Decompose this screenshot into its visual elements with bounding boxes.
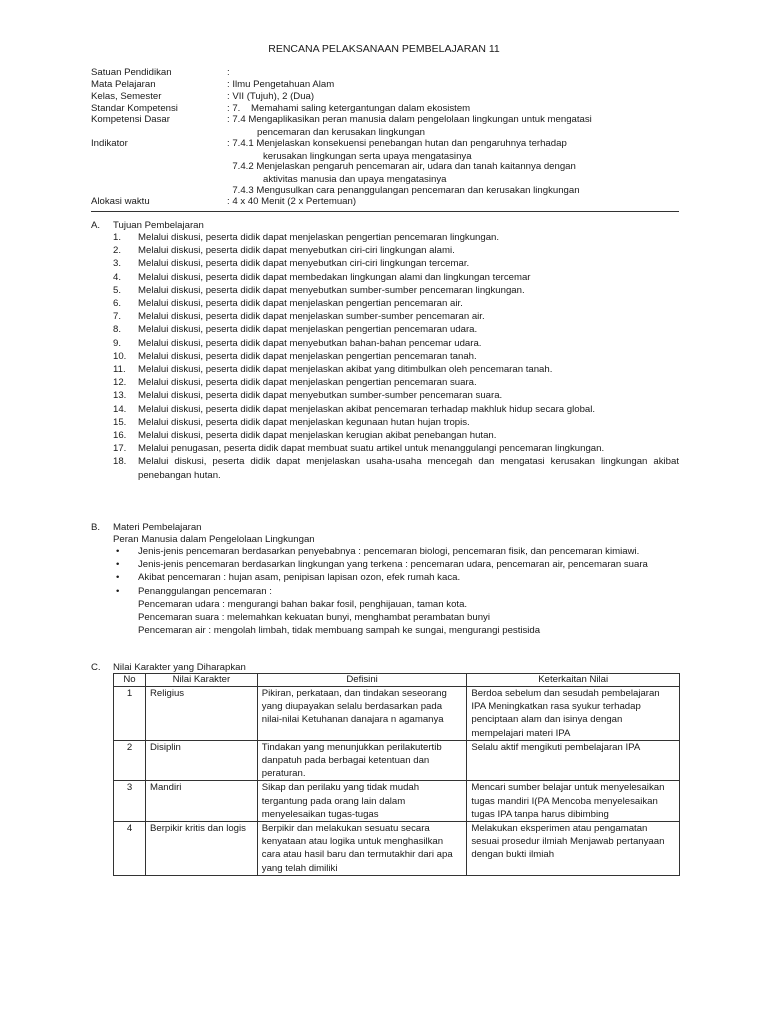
objective-text: Melalui diskusi, peserta didik dapat menyebutkan sumber-sumber pencemaran suara. bbox=[138, 390, 503, 402]
cell-keterkaitan: Selalu aktif mengikuti pembelajaran IPA bbox=[467, 740, 680, 781]
cell-keterkaitan: Berdoa sebelum dan sesudah pembelajaran IPA Meningkatkan rasa syukur terhadap penciptaan alam dan isinya dengan mempelajari materi IPA bbox=[467, 687, 680, 741]
objective-item bbox=[91, 403, 679, 416]
objective-text: Melalui diskusi, peserta didik dapat menjelaskan pengertian pencemaran udara. bbox=[138, 324, 478, 336]
material-subline: Pencemaran air : mengolah limbah, tidak membuang sampah ke sungai, mengurangi pestisida bbox=[138, 625, 541, 637]
objective-item bbox=[91, 350, 679, 363]
material-bullet-item bbox=[91, 545, 679, 558]
info-value bbox=[227, 113, 682, 139]
material-bullet-text: Akibat pencemaran : hujan asam, penipisan lapisan ozon, efek rumah kaca. bbox=[138, 572, 461, 584]
info-label: Kelas, Semester bbox=[91, 91, 162, 102]
objective-text: Melalui diskusi, peserta didik dapat menyebutkan ciri-ciri lingkungan tercemar. bbox=[138, 258, 470, 270]
section-letter: B. bbox=[91, 522, 101, 533]
objective-item bbox=[91, 455, 679, 481]
info-label: Standar Kompetensi bbox=[91, 103, 178, 114]
objective-text: Melalui diskusi, peserta didik dapat menjelaskan pengertian pencemaran air. bbox=[138, 298, 463, 310]
section-letter: A. bbox=[91, 220, 101, 231]
material-bullet-item bbox=[91, 585, 679, 598]
objective-item bbox=[91, 310, 679, 323]
info-value-line: : 7.4 Mengaplikasikan peran manusia dalam pengelolaan lingkungan untuk mengatasi bbox=[227, 114, 592, 125]
info-label: Kompetensi Dasar bbox=[91, 114, 170, 125]
material-subline: Pencemaran udara : mengurangi bahan bakar fosil, penghijauan, taman kota. bbox=[138, 598, 468, 610]
objective-item bbox=[91, 337, 679, 350]
info-value: : 7. Memahami saling ketergantungan dalam ekosistem bbox=[227, 103, 471, 114]
objective-text: Melalui diskusi, peserta didik dapat membedakan lingkungan alami dan lingkungan tercemar bbox=[138, 271, 531, 283]
objective-item bbox=[91, 442, 679, 455]
cell-definisi: Sikap dan perilaku yang tidak mudah tergantung pada orang lain dalam menyelesaikan tugas-tugas bbox=[257, 781, 467, 822]
objective-number: 9. bbox=[113, 337, 122, 349]
objective-number: 4. bbox=[113, 271, 122, 283]
info-label: Mata Pelajaran bbox=[91, 79, 156, 90]
material-list bbox=[91, 545, 679, 637]
info-value-line: 7.4.2 Menjelaskan pengaruh pencemaran air, udara dan tanah kaitannya dengan bbox=[227, 161, 576, 172]
info-value-continuation: aktivitas manusia dan upaya mengatasinya bbox=[263, 174, 447, 186]
objective-item bbox=[91, 244, 679, 257]
table-row bbox=[114, 781, 680, 822]
bullet-icon: • bbox=[116, 546, 120, 557]
objective-text: Melalui diskusi, peserta didik dapat menjelaskan sumber-sumber pencemaran air. bbox=[138, 311, 485, 323]
cell-nilai-karakter: Mandiri bbox=[145, 781, 257, 822]
info-label: Satuan Pendidikan bbox=[91, 67, 172, 78]
objective-item bbox=[91, 297, 679, 310]
objective-number: 16. bbox=[113, 430, 127, 442]
objective-text: Melalui diskusi, peserta didik dapat menyebutkan sumber-sumber pencemaran lingkungan. bbox=[138, 284, 525, 296]
objective-text: Melalui diskusi, peserta didik dapat menjelaskan usaha-usaha mencegah dan mengatasi kerusakan lingkungan akibat penebangan hutan. bbox=[138, 456, 679, 481]
bullet-icon: • bbox=[116, 559, 120, 571]
document-title: RENCANA PELAKSANAAN PEMBELAJARAN 11 bbox=[268, 43, 500, 55]
cell-nilai-karakter: Religius bbox=[145, 687, 257, 741]
objective-text: Melalui diskusi, peserta didik dapat menjelaskan pengertian pencemaran tanah. bbox=[138, 350, 477, 362]
header-nilai-karakter: Nilai Karakter bbox=[145, 674, 257, 687]
objective-text: Melalui diskusi, peserta didik dapat menjelaskan akibat pencemaran terhadap makhluk hidup secara global. bbox=[138, 403, 596, 415]
material-bullet-item bbox=[91, 558, 679, 571]
objective-text: Melalui diskusi, peserta didik dapat menjelaskan pengertian pencemaran suara. bbox=[138, 377, 477, 389]
objectives-list bbox=[91, 231, 679, 482]
objective-number: 10. bbox=[113, 350, 127, 362]
objective-item bbox=[91, 389, 679, 402]
info-label: Alokasi waktu bbox=[91, 196, 150, 207]
table-row bbox=[114, 687, 680, 741]
table-row bbox=[114, 740, 680, 781]
material-bullet-text: Jenis-jenis pencemaran berdasarkan lingkungan yang terkena : pencemaran udara, pencemaran air, pencemaran suara bbox=[138, 559, 648, 571]
objective-text: Melalui penugasan, peserta didik dapat membuat suatu artikel untuk menanggulangi pencemaran lingkungan. bbox=[138, 443, 605, 455]
cell-no: 2 bbox=[114, 740, 146, 781]
objective-item bbox=[91, 231, 679, 244]
info-value: 7.4.3 Mengusulkan cara penanggulangan pencemaran dan kerusakan lingkungan bbox=[227, 185, 580, 196]
objective-item bbox=[91, 429, 679, 442]
info-value: : 4 x 40 Menit (2 x Pertemuan) bbox=[227, 196, 357, 207]
objective-number: 3. bbox=[113, 258, 122, 270]
info-value: : Ilmu Pengetahuan Alam bbox=[227, 79, 335, 90]
cell-no: 3 bbox=[114, 781, 146, 822]
objective-text: Melalui diskusi, peserta didik dapat menjelaskan akibat yang ditimbulkan oleh pencemaran tanah. bbox=[138, 364, 553, 376]
objective-text: Melalui diskusi, peserta didik dapat menyebutkan ciri-ciri lingkungan alami. bbox=[138, 245, 455, 257]
table-header-row bbox=[114, 674, 680, 687]
objective-number: 12. bbox=[113, 377, 127, 389]
objective-text: Melalui diskusi, peserta didik dapat menjelaskan pengertian pencemaran lingkungan. bbox=[138, 232, 500, 243]
bullet-icon: • bbox=[116, 572, 120, 584]
objective-number: 1. bbox=[113, 232, 122, 243]
objective-number: 7. bbox=[113, 311, 122, 323]
objective-item bbox=[91, 323, 679, 336]
info-value-continuation: pencemaran dan kerusakan lingkungan bbox=[257, 127, 426, 139]
objective-item bbox=[91, 271, 679, 284]
objective-number: 2. bbox=[113, 245, 122, 257]
cell-nilai-karakter: Berpikir kritis dan logis bbox=[145, 822, 257, 876]
cell-keterkaitan: Melakukan eksperimen atau pengamatan sesuai prosedur ilmiah Menjawab pertanyaan dengan bukti ilmiah bbox=[467, 822, 680, 876]
character-values-table bbox=[113, 673, 680, 876]
cell-no: 1 bbox=[114, 687, 146, 741]
info-value: : VII (Tujuh), 2 (Dua) bbox=[227, 91, 315, 102]
section-letter: C. bbox=[91, 662, 101, 673]
material-bullet-item bbox=[91, 571, 679, 584]
material-bullet-text: Penanggulangan pencemaran : bbox=[138, 585, 272, 597]
objective-number: 14. bbox=[113, 403, 127, 415]
objective-number: 15. bbox=[113, 416, 127, 428]
material-subline: Pencemaran suara : melemahkan kekuatan bunyi, menghambat perambatan bunyi bbox=[138, 612, 490, 624]
objective-item bbox=[91, 257, 679, 270]
material-bullet-text: Jenis-jenis pencemaran berdasarkan penyebabnya : pencemaran biologi, pencemaran fisik, dan pencemaran kimiawi. bbox=[138, 546, 640, 557]
info-value-continuation: kerusakan lingkungan serta upaya mengatasinya bbox=[263, 151, 472, 163]
header-no: No bbox=[114, 674, 146, 687]
objective-number: 8. bbox=[113, 324, 122, 336]
bullet-icon: • bbox=[116, 585, 120, 597]
header-divider bbox=[91, 211, 679, 212]
objective-item bbox=[91, 363, 679, 376]
cell-nilai-karakter: Disiplin bbox=[145, 740, 257, 781]
info-label: Indikator bbox=[91, 138, 128, 149]
info-value bbox=[227, 160, 682, 186]
objective-item bbox=[91, 416, 679, 429]
section-title: Materi Pembelajaran bbox=[113, 522, 202, 533]
objective-text: Melalui diskusi, peserta didik dapat menjelaskan kegunaan hutan hujan tropis. bbox=[138, 416, 470, 428]
objective-number: 13. bbox=[113, 390, 127, 402]
section-title: Nilai Karakter yang Diharapkan bbox=[113, 662, 246, 673]
cell-definisi: Berpikir dan melakukan sesuatu secara kenyataan atau logika untuk menghasilkan cara atau hasil baru dan termutakhir dari apa yang telah dimiliki bbox=[257, 822, 467, 876]
info-value: : bbox=[227, 67, 230, 78]
cell-definisi: Tindakan yang menunjukkan perilakutertib danpatuh pada berbagai ketentuan dan peraturan. bbox=[257, 740, 467, 781]
header-definisi: Defisini bbox=[257, 674, 467, 687]
objective-text: Melalui diskusi, peserta didik dapat menjelaskan kerugian akibat penebangan hutan. bbox=[138, 430, 497, 442]
objective-item bbox=[91, 284, 679, 297]
objective-number: 5. bbox=[113, 284, 122, 296]
info-value-line: : 7.4.1 Menjelaskan konsekuensi penebangan hutan dan pengaruhnya terhadap bbox=[227, 138, 567, 149]
cell-definisi: Pikiran, perkataan, dan tindakan seseorang yang diupayakan selalu berdasarkan pada nilai-nilai Ketuhanan danajara n agamanya bbox=[257, 687, 467, 741]
objective-number: 6. bbox=[113, 298, 122, 310]
objective-number: 11. bbox=[113, 364, 126, 376]
objective-item bbox=[91, 376, 679, 389]
cell-no: 4 bbox=[114, 822, 146, 876]
cell-keterkaitan: Mencari sumber belajar untuk menyelesaikan tugas mandiri I(PA Mencoba menyelesaikan tugas IPA tanpa harus dibimbing bbox=[467, 781, 680, 822]
objective-number: 17. bbox=[113, 443, 127, 455]
objective-number: 18. bbox=[113, 456, 127, 468]
objective-text: Melalui diskusi, peserta didik dapat menyebutkan bahan-bahan pencemar udara. bbox=[138, 337, 482, 349]
header-keterkaitan: Keterkaitan Nilai bbox=[467, 674, 680, 687]
table-row bbox=[114, 822, 680, 876]
section-subtitle: Peran Manusia dalam Pengelolaan Lingkungan bbox=[113, 534, 315, 545]
section-title: Tujuan Pembelajaran bbox=[113, 220, 204, 231]
